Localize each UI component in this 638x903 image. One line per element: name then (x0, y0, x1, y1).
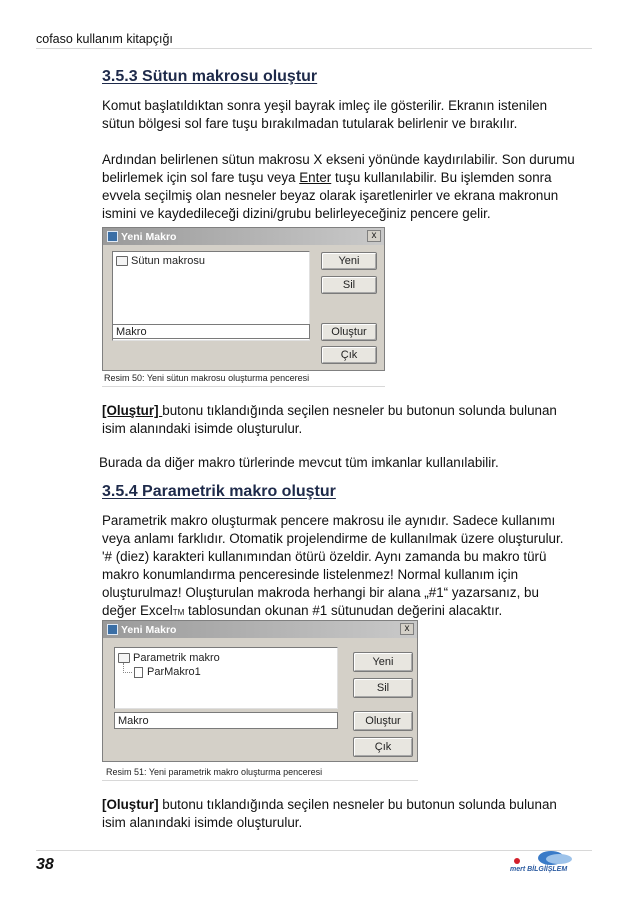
text-line: veya anlamı farklıdır. Otomatik projelendirme de kullanılmak üzere oluşturulur. (102, 531, 564, 546)
figure-caption-51: Resim 51: Yeni parametrik makro oluşturma penceresi (106, 767, 323, 777)
app-icon (107, 624, 118, 635)
text-line: ismini ve kaydedileceği dizini/grubu belirleyeceğiniz pencere gelir. (102, 206, 491, 221)
text-line (102, 602, 612, 622)
paragraph-353-create (102, 402, 602, 438)
new-button[interactable]: Yeni (321, 252, 377, 270)
caption-divider (102, 780, 418, 781)
macro-name-input[interactable] (114, 712, 338, 729)
logo-globe-highlight (546, 854, 572, 864)
page-number: 38 (36, 856, 54, 873)
paragraph-353-note: Burada da diğer makro türlerinde mevcut tüm imkanlar kullanılabilir. (99, 455, 499, 470)
document-icon (134, 667, 143, 678)
paragraph-353-details (102, 151, 612, 223)
delete-button[interactable]: Sil (321, 276, 377, 294)
create-button-reference: [Oluştur] (102, 403, 163, 418)
text-line: makro konumlandırma penceresinde listelenmez! Normal kullanım için (102, 567, 519, 582)
text-line: evvela seçilmiş olan nesneler beyaz olarak işaretlenirler ve ekrana makronun (102, 188, 559, 203)
folder-icon (116, 256, 128, 266)
create-button[interactable]: Oluştur (321, 323, 377, 341)
app-icon (107, 231, 118, 242)
text-segment: değer Excel (102, 603, 173, 618)
new-macro-dialog-column (102, 227, 385, 371)
text-line: Parametrik makro oluşturmak pencere makrosu ile aynıdır. Sadece kullanımı (102, 513, 556, 528)
running-header: cofaso kullanım kitapçığı (36, 32, 173, 46)
text-line: Ardından belirlenen sütun makrosu X ekseni yönünde kaydırılabilir. Son durumu (102, 152, 575, 167)
company-logo (506, 849, 586, 879)
text-line (102, 796, 602, 814)
paragraph-354-create (102, 796, 602, 832)
dialog-title: Yeni Makro (121, 230, 177, 243)
new-macro-dialog-parametric (102, 620, 418, 762)
macro-name-value: Makro (118, 714, 149, 727)
tree-item-parmakro1[interactable] (134, 666, 201, 678)
text-segment: belirlemek için sol fare tuşu veya (102, 170, 300, 185)
paragraph-354 (102, 512, 612, 622)
section-heading-353-text: 3.5.3 Sütun makrosu oluştur (102, 68, 318, 85)
dialog-titlebar (103, 621, 417, 638)
section-heading-353 (102, 68, 317, 86)
exit-button[interactable]: Çık (353, 737, 413, 757)
text-line: isim alanındaki isimde oluşturulur. (102, 421, 303, 436)
tree-item-label: Parametrik makro (133, 652, 220, 664)
section-heading-354 (102, 483, 336, 501)
tree-item-label: ParMakro1 (147, 666, 201, 678)
figure-caption-50: Resim 50: Yeni sütun makrosu oluşturma penceresi (104, 373, 310, 383)
text-line: sütun bölgesi sol fare tuşu bırakılmadan tutularak belirlenir ve bırakılır. (102, 116, 518, 131)
logo-dot (514, 858, 520, 864)
text-line: Komut başlatıldıktan sonra yeşil bayrak imleç ile gösterilir. Ekranın istenilen (102, 98, 548, 113)
header-divider (36, 48, 592, 49)
tree-item-label: Sütun makrosu (131, 255, 205, 267)
macro-name-input[interactable] (112, 324, 310, 339)
dialog-title: Yeni Makro (121, 623, 177, 636)
tree-connector (123, 663, 132, 673)
folder-icon (118, 653, 130, 663)
enter-key-text: Enter (299, 170, 332, 185)
macro-tree-list[interactable] (114, 647, 338, 709)
text-segment: butonu tıklandığında seçilen nesneler bu butonun solunda bulunan (162, 403, 557, 418)
dialog-titlebar (103, 228, 384, 245)
close-icon[interactable]: x (400, 623, 414, 635)
create-button[interactable]: Oluştur (353, 711, 413, 731)
close-icon[interactable]: x (367, 230, 381, 242)
trademark-mark: TM (172, 608, 185, 617)
text-segment: tuşu kullanılabilir. Bu işlemden sonra (331, 170, 552, 185)
macro-name-value: Makro (116, 325, 147, 338)
exit-button[interactable]: Çık (321, 346, 377, 364)
text-line (102, 402, 602, 420)
delete-button[interactable]: Sil (353, 678, 413, 698)
logo-text: mert BİLGİİŞLEM (510, 866, 568, 873)
text-line: oluşturulmaz! Oluşturulan makroda herhangi bir alana „#1“ yazarsanız, bu (102, 585, 539, 600)
section-heading-354-text: 3.5.4 Parametrik makro oluştur (102, 483, 336, 500)
create-button-reference: [Oluştur] (102, 797, 159, 812)
caption-divider (102, 386, 385, 387)
paragraph-353-intro (102, 97, 602, 133)
tree-item-column-macro[interactable] (116, 255, 205, 267)
new-button[interactable]: Yeni (353, 652, 413, 672)
text-line: '# (diez) karakteri kullanımından ötürü özeldir. Aynı zamanda bu makro türü (102, 549, 547, 564)
text-segment: butonu tıklandığında seçilen nesneler bu butonun solunda bulunan (158, 797, 557, 812)
text-segment: tablosundan okunan #1 sütunudan değerini alacaktır. (184, 603, 503, 618)
text-line: isim alanındaki isimde oluşturulur. (102, 815, 303, 830)
text-line (102, 169, 612, 187)
tree-item-parametric-macro[interactable] (118, 652, 220, 664)
